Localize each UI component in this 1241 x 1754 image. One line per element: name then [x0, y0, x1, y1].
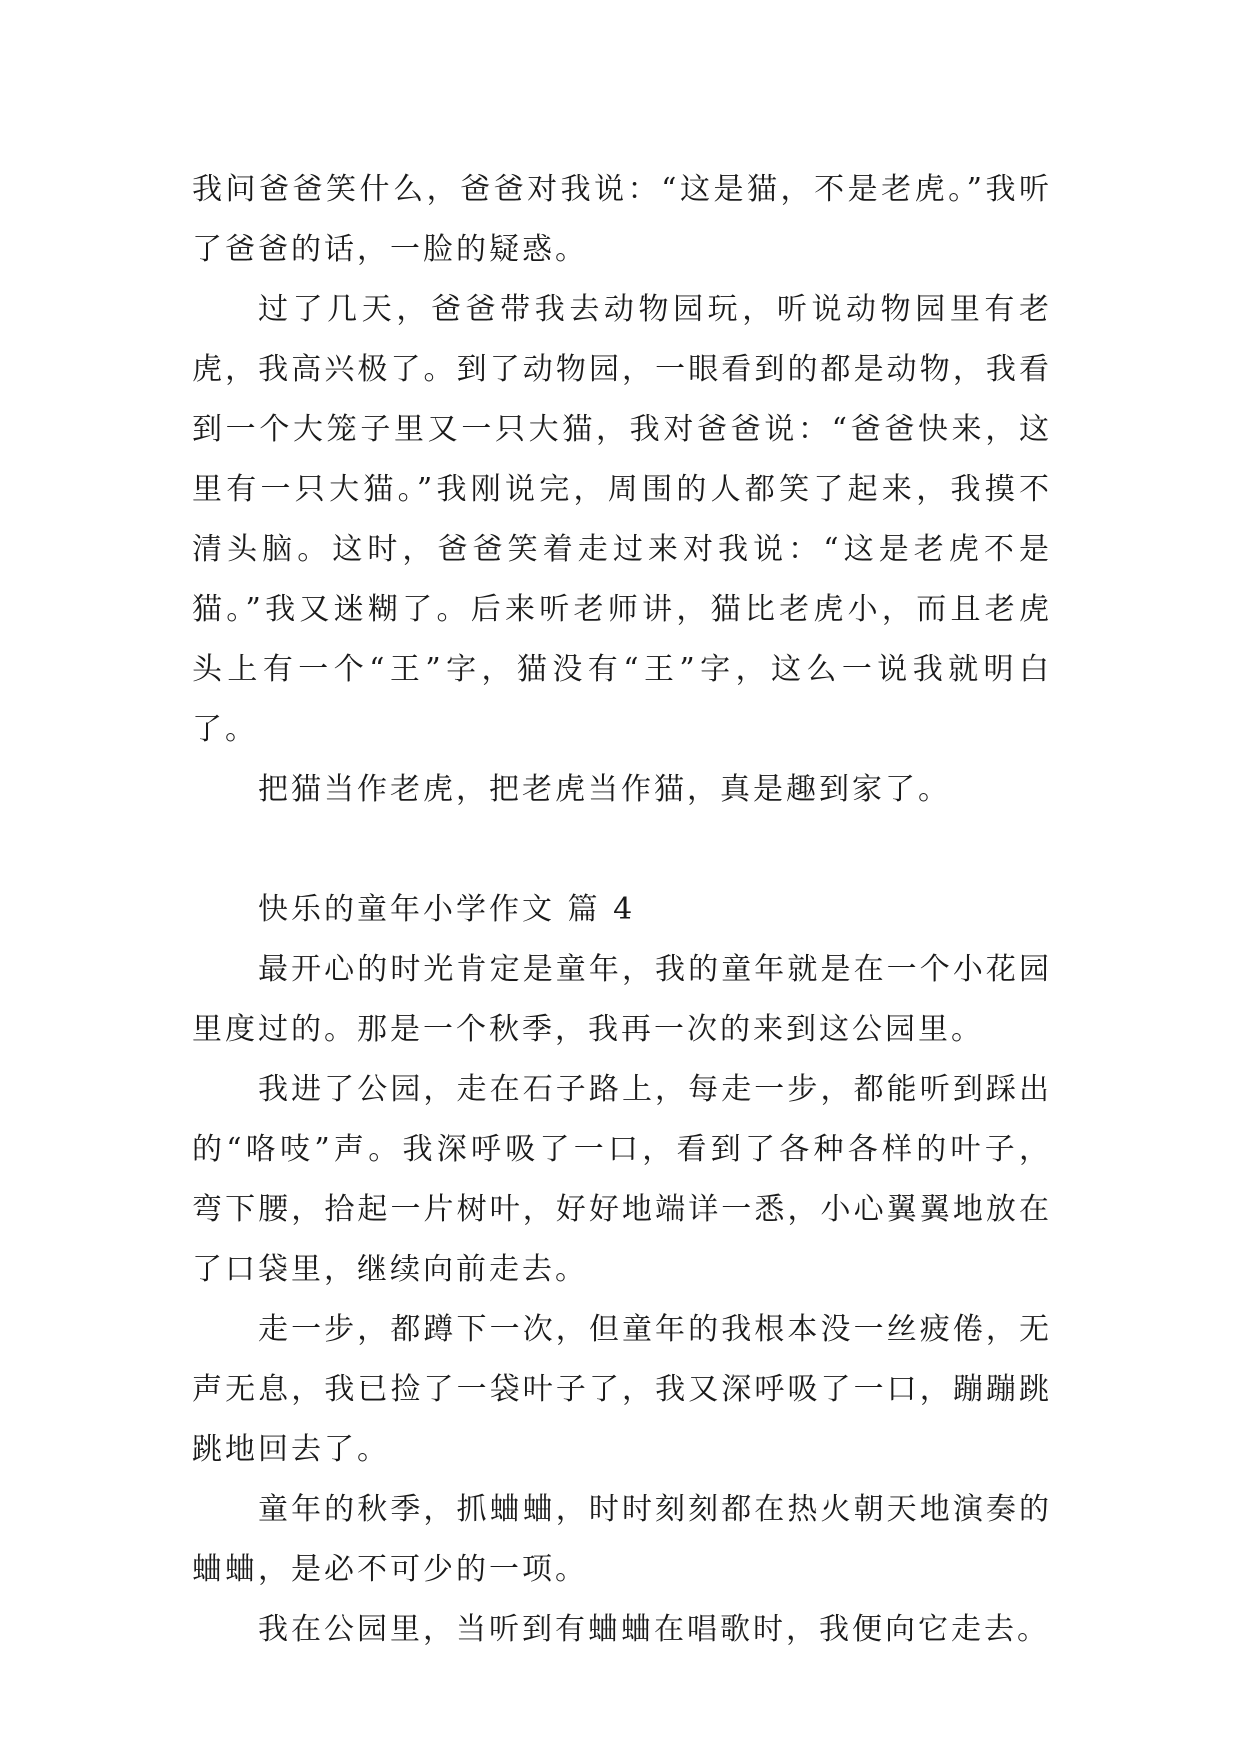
paragraph: 把猫当作老虎，把老虎当作猫，真是趣到家了。: [258, 772, 951, 807]
paragraph: 走一步，都蹲下一次，但童年的我根本没一丝疲倦，无声无息，我已捡了一袋叶子了，我又深呼吸了一口，蹦蹦跳跳地回去了。: [192, 1312, 1052, 1467]
paragraph: 我进了公园，走在石子路上，每走一步，都能听到踩出的“咯吱”声。我深呼吸了一口，看到了各种各样的叶子，弯下腰，拾起一片树叶，好好地端详一悉，小心翼翼地放在了口袋里，继续向前走去。: [192, 1072, 1052, 1287]
paragraph: 童年的秋季，抓蛐蛐，时时刻刻都在热火朝天地演奏的蛐蛐，是必不可少的一项。: [192, 1492, 1052, 1587]
paragraph: 我在公园里，当听到有蛐蛐在唱歌时，我便向它走去。: [258, 1612, 1050, 1647]
document-body: [192, 160, 1052, 1660]
paragraph: 最开心的时光肯定是童年，我的童年就是在一个小花园里度过的。那是一个秋季，我再一次的来到这公园里。: [192, 952, 1052, 1047]
paragraph-continuation: 我问爸爸笑什么，爸爸对我说：“这是猫，不是老虎。”我听了爸爸的话，一脸的疑惑。: [192, 172, 1052, 267]
paragraph: 过了几天，爸爸带我去动物园玩，听说动物园里有老虎，我高兴极了。到了动物园，一眼看到的都是动物，我看到一个大笼子里又一只大猫，我对爸爸说：“爸爸快来，这里有一只大猫。”我刚说完，周围的人都笑了起来，我摸不清头脑。这时，爸爸笑着走过来对我说：“这是老虎不是猫。”我又迷糊了。后来听老师讲，猫比老虎小，而且老虎头上有一个“王”字，猫没有“王”字，这么一说我就明白了。: [192, 292, 1052, 747]
section-title: 快乐的童年小学作文 篇 4: [258, 892, 636, 927]
section-spacer: [192, 820, 1052, 880]
